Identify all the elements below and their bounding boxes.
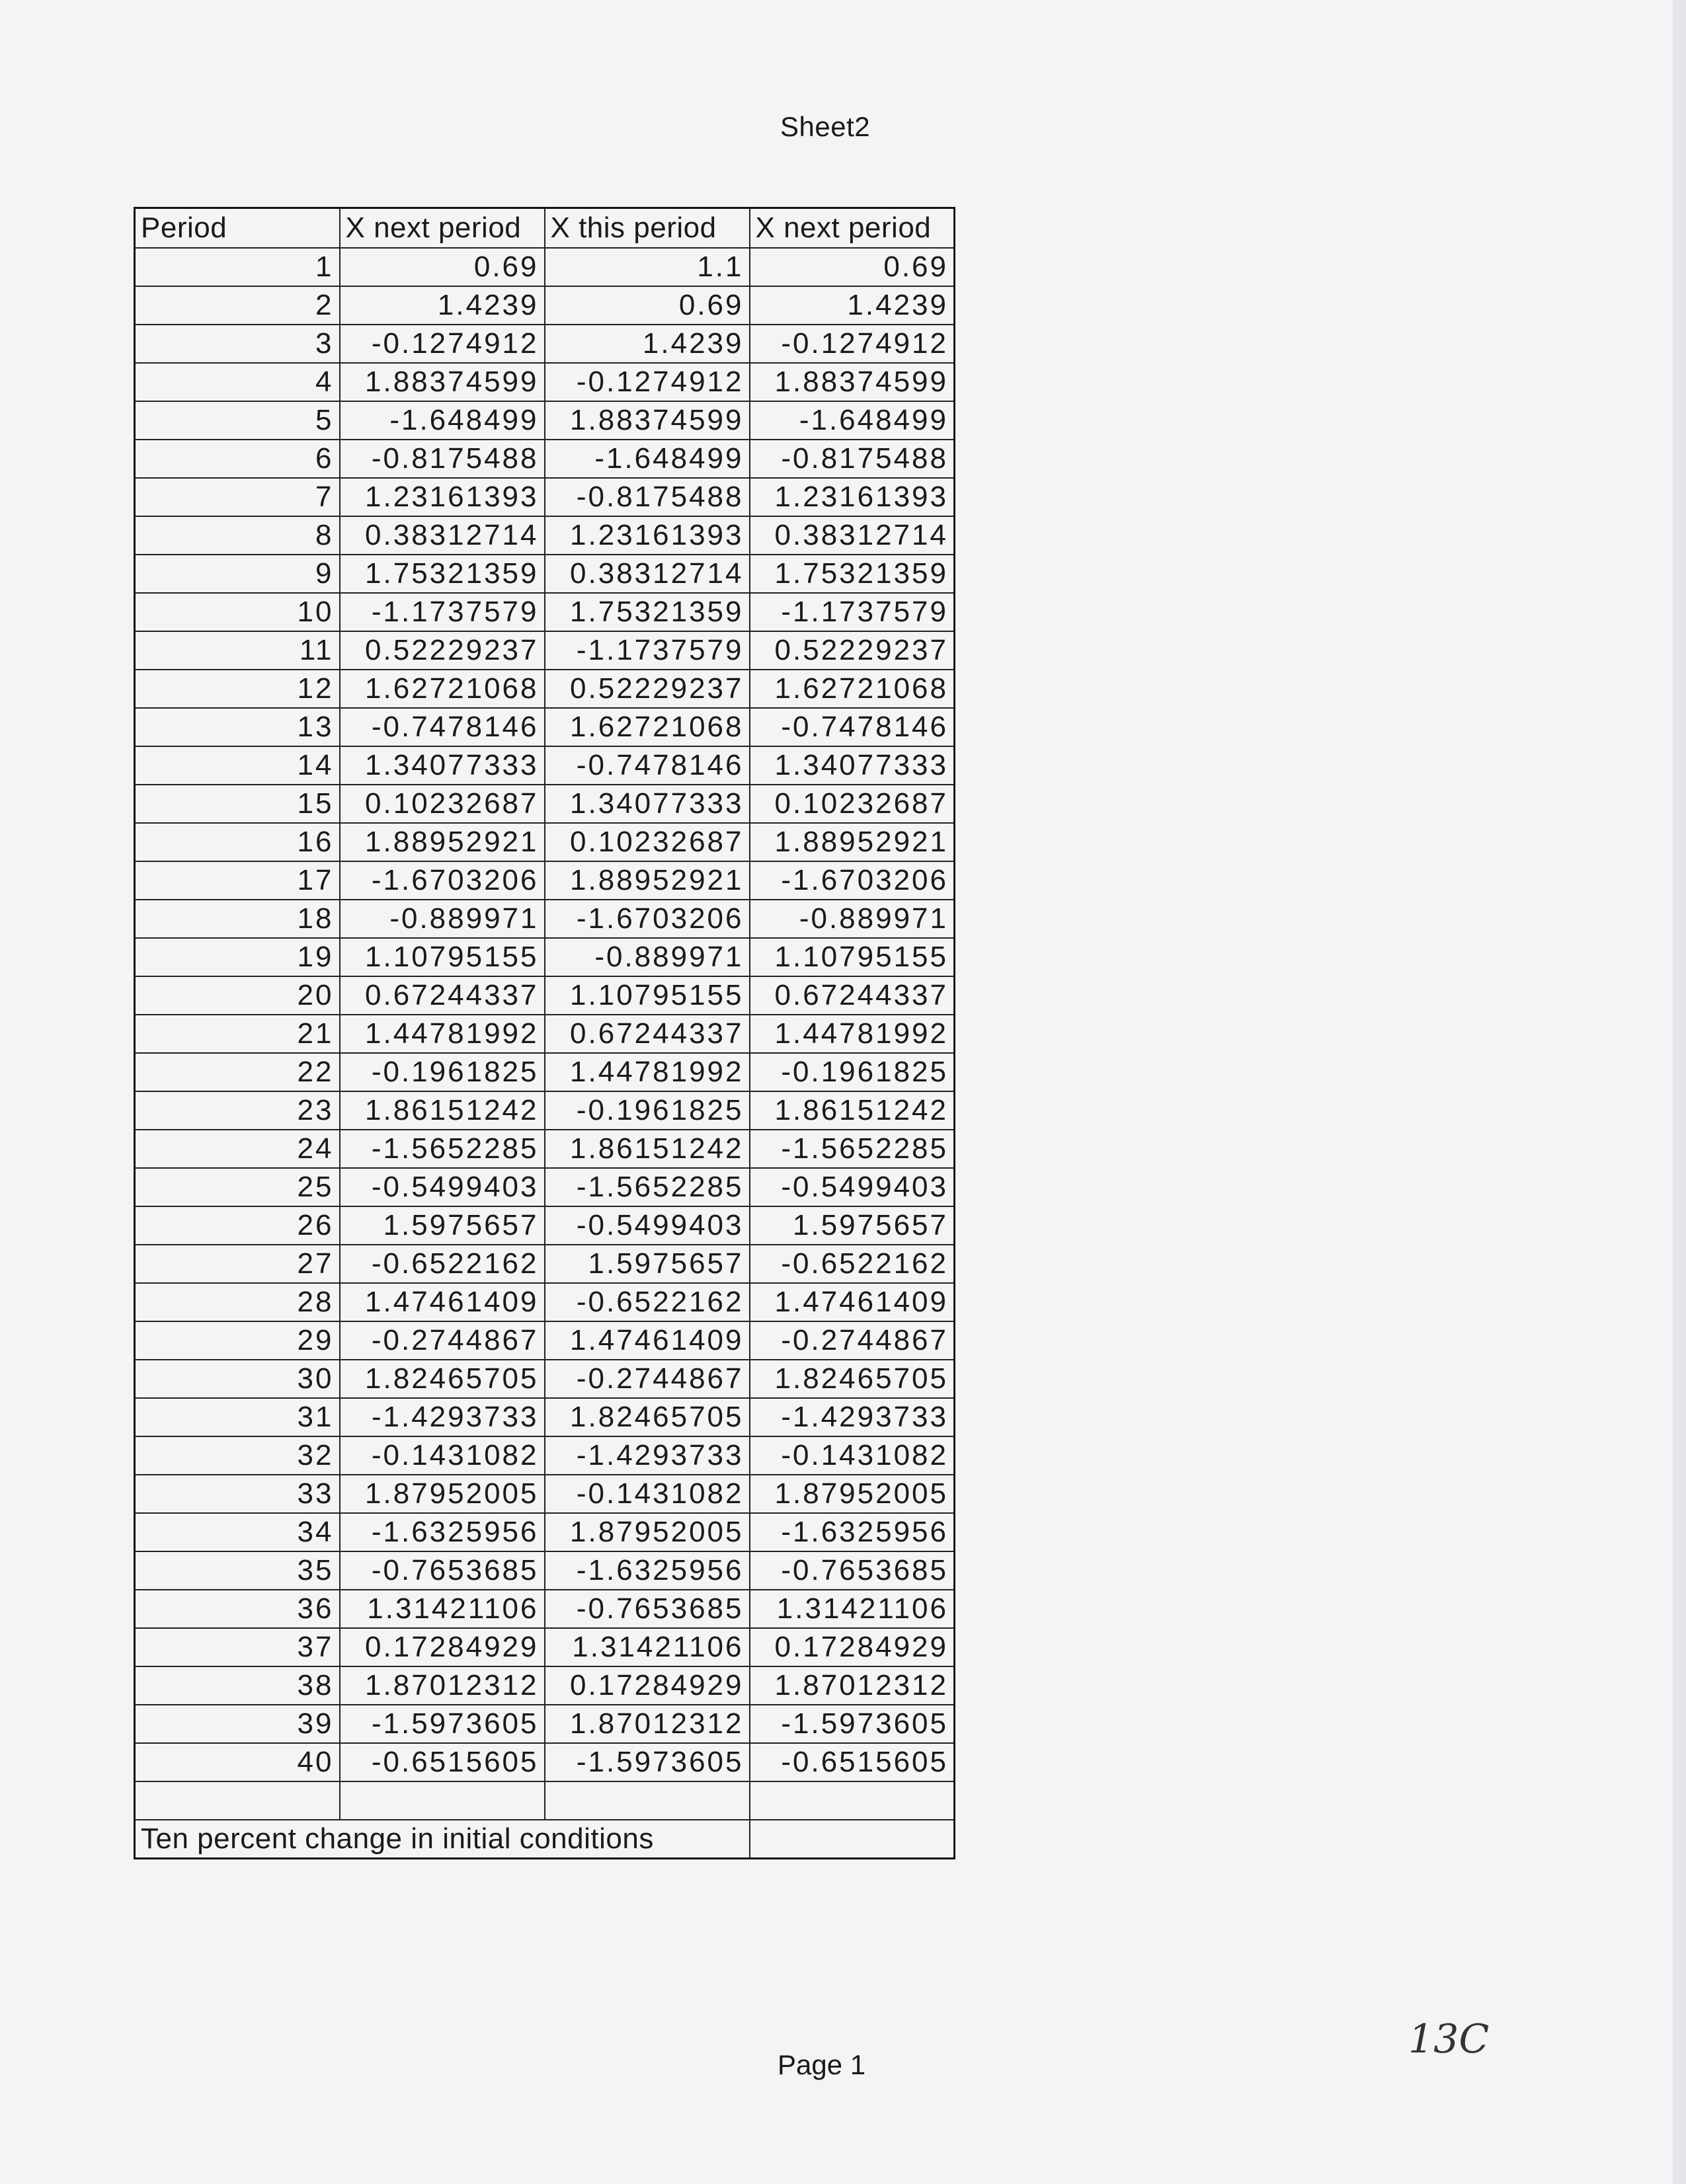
column-header-x-next-period-2: X next period (750, 208, 955, 249)
value-cell: 1.47461409 (340, 1283, 545, 1321)
value-cell: -1.6325956 (545, 1551, 750, 1590)
value-cell: 1.82465705 (750, 1360, 955, 1398)
value-cell: 0.67244337 (545, 1015, 750, 1053)
table-row (135, 1245, 955, 1283)
table-row (135, 478, 955, 516)
value-cell: 1.87952005 (340, 1475, 545, 1513)
value-cell: -1.6703206 (340, 861, 545, 900)
value-cell: -0.889971 (545, 938, 750, 976)
value-cell: 1.5975657 (545, 1245, 750, 1283)
value-cell: -1.5973605 (340, 1705, 545, 1743)
period-cell: 21 (135, 1015, 340, 1053)
value-cell: 0.69 (545, 286, 750, 325)
period-cell: 29 (135, 1321, 340, 1360)
value-cell: -0.6515605 (340, 1743, 545, 1781)
value-cell: 1.62721068 (750, 670, 955, 708)
value-cell: 1.87952005 (750, 1475, 955, 1513)
value-cell: 1.4239 (750, 286, 955, 325)
table-row (135, 1666, 955, 1705)
value-cell: -1.5652285 (750, 1130, 955, 1168)
value-cell: -1.4293733 (545, 1436, 750, 1475)
value-cell: 1.88374599 (545, 401, 750, 440)
table-row (135, 1705, 955, 1743)
value-cell: -1.6325956 (340, 1513, 545, 1551)
value-cell: 0.38312714 (750, 516, 955, 555)
table-row (135, 248, 955, 286)
value-cell: 1.86151242 (750, 1091, 955, 1130)
value-cell: -1.5652285 (340, 1130, 545, 1168)
period-cell: 35 (135, 1551, 340, 1590)
value-cell: 1.44781992 (750, 1015, 955, 1053)
empty-cell (750, 1820, 955, 1859)
table-row (135, 1053, 955, 1091)
value-cell: 1.44781992 (340, 1015, 545, 1053)
value-cell: -0.1431082 (545, 1475, 750, 1513)
value-cell: 1.34077333 (545, 785, 750, 823)
value-cell: 1.23161393 (750, 478, 955, 516)
table-row (135, 670, 955, 708)
period-cell: 1 (135, 248, 340, 286)
value-cell: 1.23161393 (545, 516, 750, 555)
value-cell: -0.1961825 (750, 1053, 955, 1091)
value-cell: 1.75321359 (340, 555, 545, 593)
table-row (135, 1475, 955, 1513)
table-row (135, 1590, 955, 1628)
empty-cell (135, 1781, 340, 1820)
empty-cell (545, 1781, 750, 1820)
period-cell: 33 (135, 1475, 340, 1513)
table-row (135, 1398, 955, 1436)
period-cell: 16 (135, 823, 340, 861)
value-cell: 0.38312714 (545, 555, 750, 593)
value-cell: 1.10795155 (545, 976, 750, 1015)
page-number: Page 1 (778, 2049, 866, 2080)
period-cell: 34 (135, 1513, 340, 1551)
period-cell: 36 (135, 1590, 340, 1628)
value-cell: 1.87012312 (545, 1705, 750, 1743)
column-header-x-this-period: X this period (545, 208, 750, 249)
value-cell: -1.648499 (340, 401, 545, 440)
period-cell: 18 (135, 900, 340, 938)
value-cell: -0.1274912 (340, 325, 545, 363)
value-cell: 1.62721068 (340, 670, 545, 708)
handwritten-annotation: 13C (1408, 2016, 1490, 2062)
period-cell: 26 (135, 1206, 340, 1245)
table-row (135, 746, 955, 785)
value-cell: 1.5975657 (750, 1206, 955, 1245)
value-cell: -0.1431082 (340, 1436, 545, 1475)
value-cell: 1.4239 (340, 286, 545, 325)
empty-row (135, 1781, 955, 1820)
value-cell: -0.1961825 (340, 1053, 545, 1091)
column-header-x-next-period: X next period (340, 208, 545, 249)
value-cell: 0.10232687 (545, 823, 750, 861)
value-cell: -0.6522162 (545, 1283, 750, 1321)
data-table (134, 207, 955, 1859)
table-row (135, 1130, 955, 1168)
value-cell: 1.82465705 (545, 1398, 750, 1436)
table-row (135, 1321, 955, 1360)
value-cell: 1.88374599 (750, 363, 955, 401)
value-cell: 1.23161393 (340, 478, 545, 516)
value-cell: 1.4239 (545, 325, 750, 363)
header-row (135, 208, 955, 249)
value-cell: 0.67244337 (340, 976, 545, 1015)
table-row (135, 1551, 955, 1590)
value-cell: -0.8175488 (340, 440, 545, 478)
value-cell: -0.6522162 (750, 1245, 955, 1283)
value-cell: -0.7478146 (545, 746, 750, 785)
period-cell: 6 (135, 440, 340, 478)
table-row (135, 401, 955, 440)
value-cell: 1.1 (545, 248, 750, 286)
table-row (135, 593, 955, 631)
value-cell: 1.88952921 (340, 823, 545, 861)
value-cell: -1.1737579 (545, 631, 750, 670)
table-row (135, 1168, 955, 1206)
period-cell: 25 (135, 1168, 340, 1206)
value-cell: 1.34077333 (340, 746, 545, 785)
table-row (135, 861, 955, 900)
period-cell: 3 (135, 325, 340, 363)
value-cell: 0.69 (340, 248, 545, 286)
value-cell: 1.86151242 (340, 1091, 545, 1130)
table-row (135, 631, 955, 670)
period-cell: 40 (135, 1743, 340, 1781)
table-row (135, 1360, 955, 1398)
value-cell: -1.4293733 (340, 1398, 545, 1436)
table-row (135, 363, 955, 401)
value-cell: -1.648499 (545, 440, 750, 478)
value-cell: -1.5973605 (750, 1705, 955, 1743)
value-cell: -0.7653685 (750, 1551, 955, 1590)
value-cell: 1.75321359 (545, 593, 750, 631)
value-cell: -1.6703206 (545, 900, 750, 938)
value-cell: 0.52229237 (750, 631, 955, 670)
empty-cell (340, 1781, 545, 1820)
value-cell: -1.1737579 (750, 593, 955, 631)
table-row (135, 440, 955, 478)
period-cell: 5 (135, 401, 340, 440)
value-cell: -0.2744867 (340, 1321, 545, 1360)
table-row (135, 823, 955, 861)
period-cell: 22 (135, 1053, 340, 1091)
period-cell: 14 (135, 746, 340, 785)
value-cell: 0.38312714 (340, 516, 545, 555)
value-cell: 1.87952005 (545, 1513, 750, 1551)
table-row (135, 1283, 955, 1321)
table-row (135, 708, 955, 746)
table-row (135, 938, 955, 976)
value-cell: -1.5652285 (545, 1168, 750, 1206)
period-cell: 10 (135, 593, 340, 631)
value-cell: -0.7653685 (340, 1551, 545, 1590)
note-cell: Ten percent change in initial conditions (135, 1820, 750, 1859)
period-cell: 28 (135, 1283, 340, 1321)
period-cell: 30 (135, 1360, 340, 1398)
value-cell: -0.5499403 (750, 1168, 955, 1206)
period-cell: 24 (135, 1130, 340, 1168)
value-cell: -0.889971 (750, 900, 955, 938)
table-row (135, 900, 955, 938)
value-cell: 1.34077333 (750, 746, 955, 785)
column-header-period: Period (135, 208, 340, 249)
period-cell: 37 (135, 1628, 340, 1666)
value-cell: 1.47461409 (545, 1321, 750, 1360)
value-cell: -0.1431082 (750, 1436, 955, 1475)
table-row (135, 976, 955, 1015)
value-cell: 1.87012312 (750, 1666, 955, 1705)
value-cell: -0.6522162 (340, 1245, 545, 1283)
table-row (135, 1743, 955, 1781)
value-cell: 1.31421106 (340, 1590, 545, 1628)
period-cell: 31 (135, 1398, 340, 1436)
table-row (135, 555, 955, 593)
value-cell: 0.10232687 (340, 785, 545, 823)
table-row (135, 1513, 955, 1551)
period-cell: 12 (135, 670, 340, 708)
period-cell: 2 (135, 286, 340, 325)
period-cell: 38 (135, 1666, 340, 1705)
value-cell: 1.31421106 (750, 1590, 955, 1628)
table-row (135, 785, 955, 823)
page-edge (1673, 0, 1686, 2184)
value-cell: 1.10795155 (340, 938, 545, 976)
value-cell: -0.5499403 (340, 1168, 545, 1206)
value-cell: 0.17284929 (340, 1628, 545, 1666)
value-cell: -1.1737579 (340, 593, 545, 631)
value-cell: 1.88952921 (545, 861, 750, 900)
value-cell: -0.1961825 (545, 1091, 750, 1130)
table-row (135, 1206, 955, 1245)
value-cell: -1.5973605 (545, 1743, 750, 1781)
value-cell: -0.7478146 (750, 708, 955, 746)
value-cell: 1.75321359 (750, 555, 955, 593)
period-cell: 27 (135, 1245, 340, 1283)
value-cell: 0.52229237 (340, 631, 545, 670)
value-cell: -0.2744867 (545, 1360, 750, 1398)
period-cell: 15 (135, 785, 340, 823)
table-row (135, 1628, 955, 1666)
period-cell: 9 (135, 555, 340, 593)
value-cell: 1.82465705 (340, 1360, 545, 1398)
value-cell: -0.6515605 (750, 1743, 955, 1781)
value-cell: -0.5499403 (545, 1206, 750, 1245)
period-cell: 19 (135, 938, 340, 976)
value-cell: -0.889971 (340, 900, 545, 938)
value-cell: -0.1274912 (750, 325, 955, 363)
table-body (135, 248, 955, 1859)
value-cell: 0.17284929 (750, 1628, 955, 1666)
period-cell: 23 (135, 1091, 340, 1130)
period-cell: 4 (135, 363, 340, 401)
value-cell: -0.1274912 (545, 363, 750, 401)
value-cell: 0.67244337 (750, 976, 955, 1015)
value-cell: -0.7653685 (545, 1590, 750, 1628)
value-cell: 1.86151242 (545, 1130, 750, 1168)
value-cell: 0.52229237 (545, 670, 750, 708)
value-cell: 0.17284929 (545, 1666, 750, 1705)
value-cell: 0.10232687 (750, 785, 955, 823)
value-cell: 1.31421106 (545, 1628, 750, 1666)
period-cell: 17 (135, 861, 340, 900)
value-cell: 1.44781992 (545, 1053, 750, 1091)
value-cell: -0.7478146 (340, 708, 545, 746)
table-row (135, 1436, 955, 1475)
value-cell: -1.4293733 (750, 1398, 955, 1436)
period-cell: 13 (135, 708, 340, 746)
table-row (135, 286, 955, 325)
value-cell: 1.88952921 (750, 823, 955, 861)
period-cell: 32 (135, 1436, 340, 1475)
period-cell: 7 (135, 478, 340, 516)
value-cell: -0.2744867 (750, 1321, 955, 1360)
period-cell: 20 (135, 976, 340, 1015)
value-cell: -1.648499 (750, 401, 955, 440)
value-cell: -0.8175488 (545, 478, 750, 516)
value-cell: 1.87012312 (340, 1666, 545, 1705)
sheet-title: Sheet2 (780, 111, 871, 142)
table-row (135, 1015, 955, 1053)
value-cell: 1.62721068 (545, 708, 750, 746)
table-row (135, 325, 955, 363)
value-cell: -1.6703206 (750, 861, 955, 900)
value-cell: 0.69 (750, 248, 955, 286)
value-cell: -0.8175488 (750, 440, 955, 478)
value-cell: 1.88374599 (340, 363, 545, 401)
value-cell: 1.5975657 (340, 1206, 545, 1245)
period-cell: 8 (135, 516, 340, 555)
period-cell: 39 (135, 1705, 340, 1743)
note-row (135, 1820, 955, 1859)
value-cell: 1.10795155 (750, 938, 955, 976)
empty-cell (750, 1781, 955, 1820)
value-cell: -1.6325956 (750, 1513, 955, 1551)
table-row (135, 1091, 955, 1130)
table-row (135, 516, 955, 555)
period-cell: 11 (135, 631, 340, 670)
value-cell: 1.47461409 (750, 1283, 955, 1321)
